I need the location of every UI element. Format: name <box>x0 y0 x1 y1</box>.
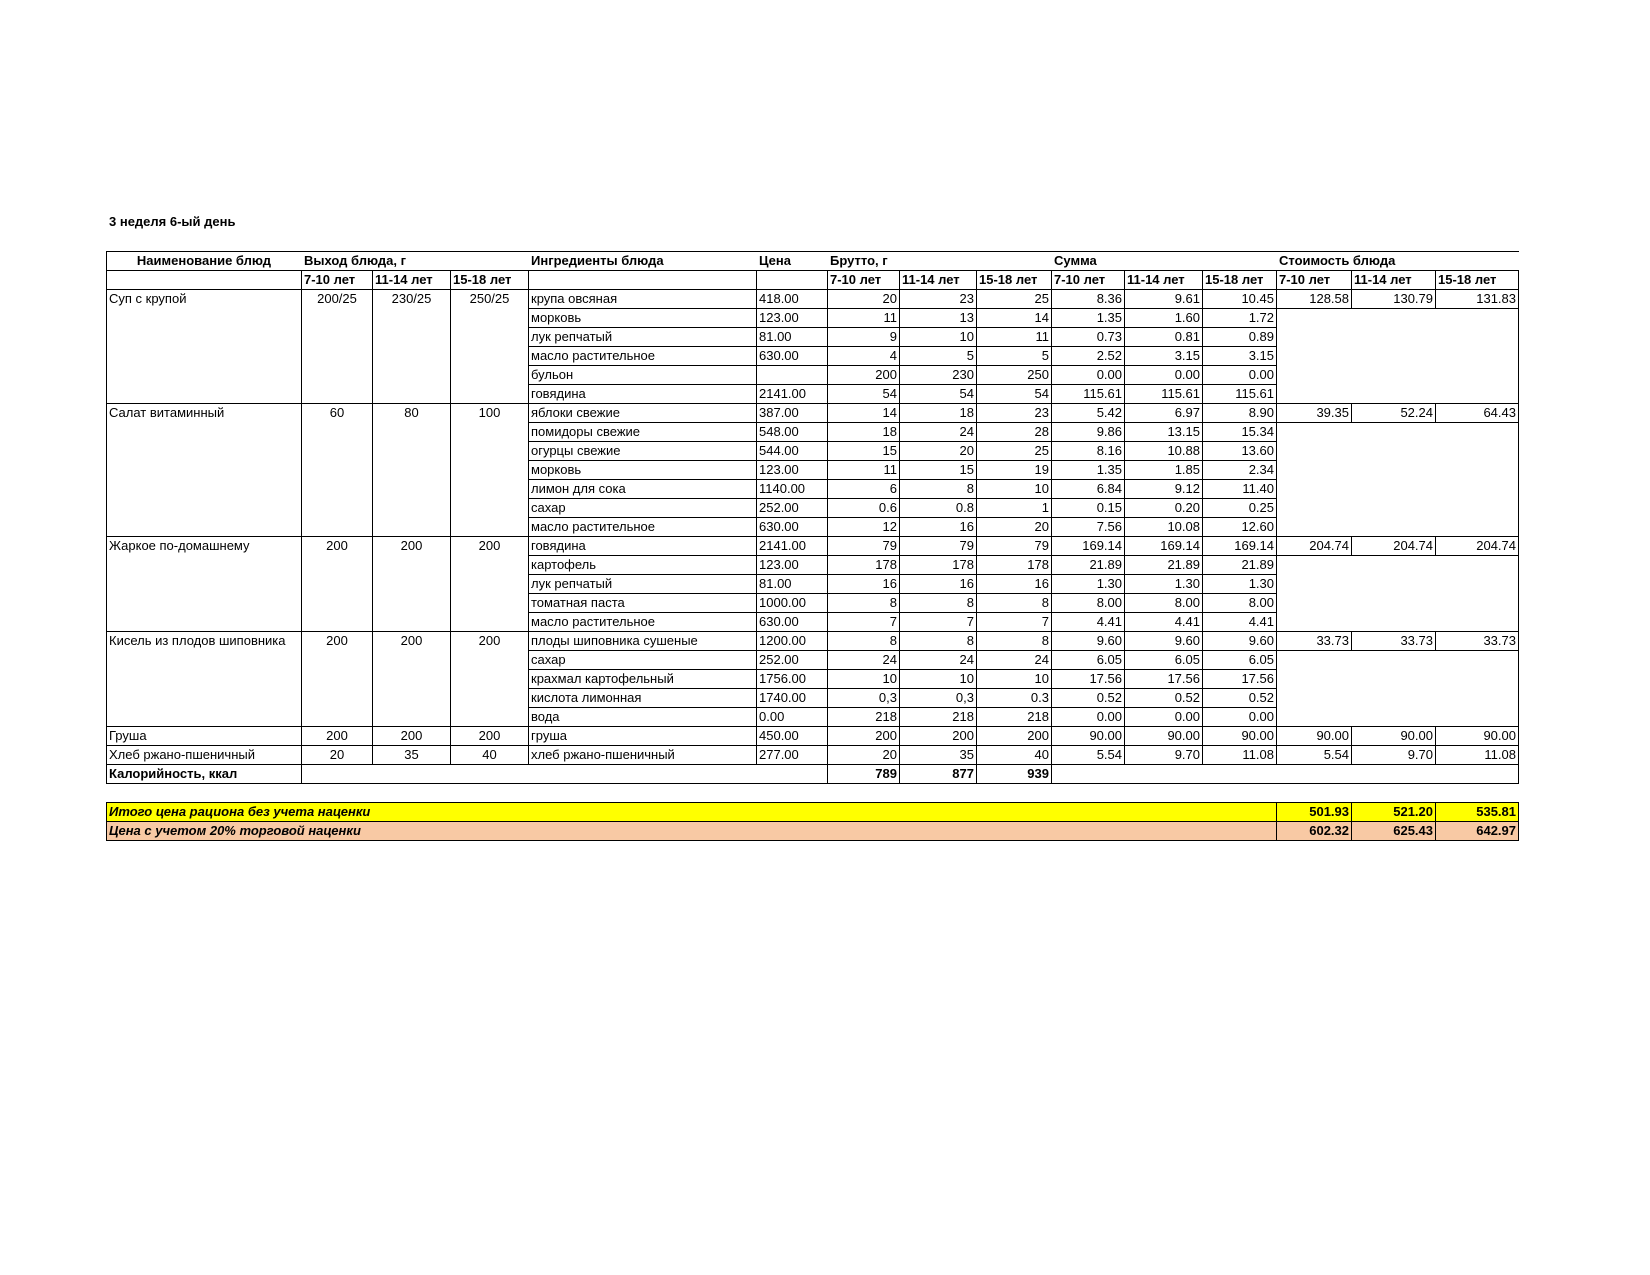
ingredient-sum: 0.25 <box>1203 499 1277 518</box>
ingredient-sum: 6.84 <box>1052 480 1125 499</box>
empty-cost-cell <box>1277 651 1519 727</box>
ingredient-price: 123.00 <box>757 309 828 328</box>
total-value: 602.32 <box>1277 822 1352 841</box>
ingredient-brutto: 8 <box>900 480 977 499</box>
ingredient-brutto: 10 <box>900 328 977 347</box>
ingredient-name: крахмал картофельный <box>529 670 757 689</box>
dish-name: Хлеб ржано-пшеничный <box>107 746 302 765</box>
dish-cost: 11.08 <box>1436 746 1519 765</box>
dish-cost: 33.73 <box>1436 632 1519 651</box>
dish-yield: 200/25 <box>302 290 373 404</box>
total-value: 501.93 <box>1277 803 1352 822</box>
age-header: 15-18 лет <box>451 271 529 290</box>
age-header: 15-18 лет <box>1436 271 1519 290</box>
ingredient-brutto: 20 <box>977 518 1052 537</box>
ingredient-name: морковь <box>529 461 757 480</box>
ingredient-sum: 1.85 <box>1125 461 1203 480</box>
header-row-1 <box>107 252 1519 271</box>
ingredient-brutto: 14 <box>977 309 1052 328</box>
total-value: 535.81 <box>1436 803 1519 822</box>
ingredient-brutto: 16 <box>977 575 1052 594</box>
ingredient-name: яблоки свежие <box>529 404 757 423</box>
ingredient-name: сахар <box>529 651 757 670</box>
ingredient-name: хлеб ржано-пшеничный <box>529 746 757 765</box>
ingredient-name: лук репчатый <box>529 575 757 594</box>
table-row <box>107 537 1519 556</box>
total-row <box>107 803 1519 822</box>
ingredient-sum: 2.34 <box>1203 461 1277 480</box>
ingredient-name: говядина <box>529 537 757 556</box>
ingredient-sum: 9.70 <box>1125 746 1203 765</box>
ingredient-brutto: 16 <box>900 575 977 594</box>
dish-yield: 200 <box>373 727 451 746</box>
age-header: 7-10 лет <box>1277 271 1352 290</box>
ingredient-brutto: 5 <box>900 347 977 366</box>
ingredient-name: плоды шиповника сушеные <box>529 632 757 651</box>
ingredient-sum: 0.52 <box>1125 689 1203 708</box>
ingredient-brutto: 8 <box>900 594 977 613</box>
ingredient-brutto: 16 <box>828 575 900 594</box>
dish-yield: 200 <box>451 727 529 746</box>
ingredient-price: 0.00 <box>757 708 828 727</box>
ingredient-brutto: 40 <box>977 746 1052 765</box>
ingredient-name: лук репчатый <box>529 328 757 347</box>
ingredient-name: кислота лимонная <box>529 689 757 708</box>
ingredient-sum: 8.90 <box>1203 404 1277 423</box>
ingredient-brutto: 11 <box>828 309 900 328</box>
total-value: 642.97 <box>1436 822 1519 841</box>
ingredient-brutto: 13 <box>900 309 977 328</box>
ingredient-sum: 1.35 <box>1052 309 1125 328</box>
ingredient-name: томатная паста <box>529 594 757 613</box>
ingredient-name: бульон <box>529 366 757 385</box>
ingredient-name: крупа овсяная <box>529 290 757 309</box>
ingredient-name: масло растительное <box>529 518 757 537</box>
ingredient-sum: 6.97 <box>1125 404 1203 423</box>
ingredient-brutto: 0.6 <box>828 499 900 518</box>
ingredient-sum: 5.42 <box>1052 404 1125 423</box>
ingredient-sum: 13.60 <box>1203 442 1277 461</box>
ingredient-brutto: 28 <box>977 423 1052 442</box>
age-header: 7-10 лет <box>302 271 373 290</box>
ingredient-brutto: 35 <box>900 746 977 765</box>
ingredient-sum: 0.52 <box>1203 689 1277 708</box>
age-header: 11-14 лет <box>1352 271 1436 290</box>
ingredient-brutto: 218 <box>828 708 900 727</box>
calories-row <box>107 765 1519 784</box>
dish-yield: 60 <box>302 404 373 537</box>
table-row <box>107 746 1519 765</box>
ingredient-sum: 0.52 <box>1052 689 1125 708</box>
ingredient-sum: 13.15 <box>1125 423 1203 442</box>
table-row <box>107 727 1519 746</box>
ingredient-price: 123.00 <box>757 556 828 575</box>
ingredient-price: 1140.00 <box>757 480 828 499</box>
ingredient-brutto: 11 <box>977 328 1052 347</box>
ingredient-name: огурцы свежие <box>529 442 757 461</box>
menu-table <box>106 251 1519 841</box>
ingredient-sum: 9.60 <box>1052 632 1125 651</box>
dish-name: Салат витаминный <box>107 404 302 537</box>
age-header: 15-18 лет <box>977 271 1052 290</box>
ingredient-brutto: 7 <box>900 613 977 632</box>
dish-cost: 5.54 <box>1277 746 1352 765</box>
ingredient-brutto: 0.3 <box>977 689 1052 708</box>
ingredient-brutto: 54 <box>977 385 1052 404</box>
ingredient-sum: 0.73 <box>1052 328 1125 347</box>
dish-cost: 33.73 <box>1352 632 1436 651</box>
ingredient-price: 630.00 <box>757 518 828 537</box>
ingredient-price: 544.00 <box>757 442 828 461</box>
ingredient-brutto: 7 <box>977 613 1052 632</box>
ingredient-brutto: 10 <box>900 670 977 689</box>
ingredient-sum: 9.12 <box>1125 480 1203 499</box>
header-brutto: Брутто, г <box>828 252 1052 271</box>
ingredient-brutto: 20 <box>828 746 900 765</box>
ingredient-price: 2141.00 <box>757 537 828 556</box>
header-row-2 <box>107 271 1519 290</box>
ingredient-brutto: 0,3 <box>900 689 977 708</box>
ingredient-price: 277.00 <box>757 746 828 765</box>
ingredient-name: груша <box>529 727 757 746</box>
ingredient-sum: 115.61 <box>1125 385 1203 404</box>
ingredient-sum: 3.15 <box>1203 347 1277 366</box>
ingredient-brutto: 0,3 <box>828 689 900 708</box>
table-row <box>107 404 1519 423</box>
ingredient-sum: 10.08 <box>1125 518 1203 537</box>
ingredient-brutto: 200 <box>828 366 900 385</box>
ingredient-price: 81.00 <box>757 575 828 594</box>
dish-cost: 90.00 <box>1277 727 1352 746</box>
ingredient-sum: 9.60 <box>1125 632 1203 651</box>
ingredient-sum: 0.00 <box>1203 366 1277 385</box>
calories-value: 877 <box>900 765 977 784</box>
header-sum: Сумма <box>1052 252 1277 271</box>
ingredient-name: картофель <box>529 556 757 575</box>
ingredient-sum: 6.05 <box>1203 651 1277 670</box>
ingredient-brutto: 0.8 <box>900 499 977 518</box>
ingredient-name: помидоры свежие <box>529 423 757 442</box>
ingredient-price: 252.00 <box>757 651 828 670</box>
ingredient-sum: 3.15 <box>1125 347 1203 366</box>
total-value: 521.20 <box>1352 803 1436 822</box>
dish-yield: 200 <box>451 537 529 632</box>
ingredient-brutto: 18 <box>900 404 977 423</box>
header-yield: Выход блюда, г <box>302 252 529 271</box>
ingredient-sum: 115.61 <box>1052 385 1125 404</box>
dish-name: Жаркое по-домашнему <box>107 537 302 632</box>
dish-yield: 250/25 <box>451 290 529 404</box>
ingredient-sum: 8.00 <box>1203 594 1277 613</box>
ingredient-sum: 0.20 <box>1125 499 1203 518</box>
ingredient-name: сахар <box>529 499 757 518</box>
dish-cost: 90.00 <box>1352 727 1436 746</box>
ingredient-brutto: 54 <box>828 385 900 404</box>
ingredient-brutto: 8 <box>977 632 1052 651</box>
dish-yield: 230/25 <box>373 290 451 404</box>
ingredient-sum: 0.15 <box>1052 499 1125 518</box>
ingredient-brutto: 178 <box>900 556 977 575</box>
ingredient-sum: 10.88 <box>1125 442 1203 461</box>
ingredient-brutto: 178 <box>828 556 900 575</box>
dish-yield: 200 <box>302 727 373 746</box>
ingredient-sum: 6.05 <box>1052 651 1125 670</box>
ingredient-sum: 1.30 <box>1052 575 1125 594</box>
ingredient-sum: 17.56 <box>1052 670 1125 689</box>
ingredient-brutto: 12 <box>828 518 900 537</box>
ingredient-brutto: 15 <box>828 442 900 461</box>
menu-body <box>107 290 1519 841</box>
header-ingredients: Ингредиенты блюда <box>529 252 757 271</box>
ingredient-brutto: 24 <box>828 651 900 670</box>
total-value: 625.43 <box>1352 822 1436 841</box>
ingredient-sum: 21.89 <box>1125 556 1203 575</box>
ingredient-brutto: 10 <box>828 670 900 689</box>
ingredient-brutto: 9 <box>828 328 900 347</box>
age-header: 11-14 лет <box>373 271 451 290</box>
ingredient-sum: 15.34 <box>1203 423 1277 442</box>
ingredient-sum: 17.56 <box>1203 670 1277 689</box>
ingredient-brutto: 8 <box>828 632 900 651</box>
ingredient-price: 548.00 <box>757 423 828 442</box>
dish-yield: 40 <box>451 746 529 765</box>
dish-name: Груша <box>107 727 302 746</box>
ingredient-brutto: 10 <box>977 480 1052 499</box>
ingredient-brutto: 218 <box>977 708 1052 727</box>
dish-yield: 80 <box>373 404 451 537</box>
dish-cost: 204.74 <box>1352 537 1436 556</box>
ingredient-brutto: 1 <box>977 499 1052 518</box>
empty-cost-cell <box>1277 423 1519 537</box>
dish-cost: 131.83 <box>1436 290 1519 309</box>
ingredient-sum: 9.61 <box>1125 290 1203 309</box>
age-header: 15-18 лет <box>1203 271 1277 290</box>
dish-cost: 130.79 <box>1352 290 1436 309</box>
dish-cost: 9.70 <box>1352 746 1436 765</box>
ingredient-sum: 4.41 <box>1125 613 1203 632</box>
ingredient-sum: 11.08 <box>1203 746 1277 765</box>
ingredient-price: 630.00 <box>757 613 828 632</box>
calories-value: 789 <box>828 765 900 784</box>
header-cost: Стоимость блюда <box>1277 252 1519 271</box>
dish-name: Кисель из плодов шиповника <box>107 632 302 727</box>
dish-cost: 90.00 <box>1436 727 1519 746</box>
ingredient-sum: 1.60 <box>1125 309 1203 328</box>
ingredient-sum: 4.41 <box>1052 613 1125 632</box>
ingredient-sum: 17.56 <box>1125 670 1203 689</box>
ingredient-brutto: 5 <box>977 347 1052 366</box>
ingredient-sum: 0.00 <box>1125 708 1203 727</box>
ingredient-sum: 0.00 <box>1125 366 1203 385</box>
ingredient-name: лимон для сока <box>529 480 757 499</box>
ingredient-price: 387.00 <box>757 404 828 423</box>
ingredient-brutto: 200 <box>900 727 977 746</box>
ingredient-name: масло растительное <box>529 347 757 366</box>
ingredient-price: 418.00 <box>757 290 828 309</box>
ingredient-sum: 2.52 <box>1052 347 1125 366</box>
ingredient-brutto: 14 <box>828 404 900 423</box>
calories-value: 939 <box>977 765 1052 784</box>
empty-cost-cell <box>1277 556 1519 632</box>
ingredient-brutto: 10 <box>977 670 1052 689</box>
dish-cost: 52.24 <box>1352 404 1436 423</box>
dish-yield: 35 <box>373 746 451 765</box>
ingredient-sum: 169.14 <box>1052 537 1125 556</box>
ingredient-brutto: 79 <box>828 537 900 556</box>
ingredient-brutto: 8 <box>977 594 1052 613</box>
ingredient-price: 1000.00 <box>757 594 828 613</box>
ingredient-sum: 169.14 <box>1125 537 1203 556</box>
ingredient-sum: 11.40 <box>1203 480 1277 499</box>
ingredient-price: 1756.00 <box>757 670 828 689</box>
age-header: 11-14 лет <box>900 271 977 290</box>
dish-name: Суп с крупой <box>107 290 302 404</box>
dish-cost: 204.74 <box>1436 537 1519 556</box>
ingredient-brutto: 25 <box>977 442 1052 461</box>
ingredient-brutto: 11 <box>828 461 900 480</box>
header-price: Цена <box>757 252 828 271</box>
ingredient-sum: 12.60 <box>1203 518 1277 537</box>
dish-yield: 200 <box>373 632 451 727</box>
dish-cost: 204.74 <box>1277 537 1352 556</box>
ingredient-sum: 8.00 <box>1052 594 1125 613</box>
ingredient-brutto: 7 <box>828 613 900 632</box>
ingredient-brutto: 24 <box>900 423 977 442</box>
dish-cost: 128.58 <box>1277 290 1352 309</box>
ingredient-sum: 6.05 <box>1125 651 1203 670</box>
ingredient-sum: 1.30 <box>1203 575 1277 594</box>
ingredient-sum: 0.89 <box>1203 328 1277 347</box>
ingredient-price: 1200.00 <box>757 632 828 651</box>
dish-cost: 64.43 <box>1436 404 1519 423</box>
age-header: 7-10 лет <box>828 271 900 290</box>
ingredient-price: 2141.00 <box>757 385 828 404</box>
ingredient-brutto: 20 <box>900 442 977 461</box>
ingredient-sum: 0.00 <box>1052 366 1125 385</box>
ingredient-brutto: 23 <box>977 404 1052 423</box>
ingredient-sum: 10.45 <box>1203 290 1277 309</box>
ingredient-brutto: 200 <box>977 727 1052 746</box>
ingredient-brutto: 25 <box>977 290 1052 309</box>
ingredient-brutto: 79 <box>977 537 1052 556</box>
ingredient-brutto: 6 <box>828 480 900 499</box>
total-label: Цена с учетом 20% торговой наценки <box>107 822 1277 841</box>
header-dish-name: Наименование блюд <box>107 252 302 271</box>
ingredient-brutto: 79 <box>900 537 977 556</box>
ingredient-sum: 9.60 <box>1203 632 1277 651</box>
ingredient-sum: 21.89 <box>1052 556 1125 575</box>
ingredient-brutto: 24 <box>900 651 977 670</box>
ingredient-sum: 9.86 <box>1052 423 1125 442</box>
ingredient-brutto: 230 <box>900 366 977 385</box>
dish-yield: 20 <box>302 746 373 765</box>
ingredient-sum: 1.30 <box>1125 575 1203 594</box>
ingredient-sum: 7.56 <box>1052 518 1125 537</box>
ingredient-sum: 8.00 <box>1125 594 1203 613</box>
ingredient-brutto: 8 <box>828 594 900 613</box>
ingredient-sum: 90.00 <box>1203 727 1277 746</box>
age-header: 7-10 лет <box>1052 271 1125 290</box>
ingredient-brutto: 18 <box>828 423 900 442</box>
ingredient-name: масло растительное <box>529 613 757 632</box>
ingredient-sum: 169.14 <box>1203 537 1277 556</box>
ingredient-sum: 1.72 <box>1203 309 1277 328</box>
ingredient-brutto: 8 <box>900 632 977 651</box>
ingredient-price: 630.00 <box>757 347 828 366</box>
ingredient-sum: 8.16 <box>1052 442 1125 461</box>
ingredient-price: 81.00 <box>757 328 828 347</box>
ingredient-brutto: 20 <box>828 290 900 309</box>
dish-yield: 200 <box>373 537 451 632</box>
ingredient-sum: 4.41 <box>1203 613 1277 632</box>
dish-cost: 39.35 <box>1277 404 1352 423</box>
dish-yield: 200 <box>302 632 373 727</box>
ingredient-brutto: 250 <box>977 366 1052 385</box>
ingredient-brutto: 54 <box>900 385 977 404</box>
ingredient-price: 1740.00 <box>757 689 828 708</box>
page-title: 3 неделя 6-ый день <box>109 214 236 229</box>
total-row <box>107 822 1519 841</box>
dish-yield: 200 <box>302 537 373 632</box>
ingredient-name: говядина <box>529 385 757 404</box>
total-label: Итого цена рациона без учета наценки <box>107 803 1277 822</box>
ingredient-brutto: 4 <box>828 347 900 366</box>
ingredient-sum: 0.00 <box>1203 708 1277 727</box>
ingredient-brutto: 23 <box>900 290 977 309</box>
dish-cost: 33.73 <box>1277 632 1352 651</box>
ingredient-brutto: 178 <box>977 556 1052 575</box>
age-header: 11-14 лет <box>1125 271 1203 290</box>
ingredient-price <box>757 366 828 385</box>
ingredient-brutto: 200 <box>828 727 900 746</box>
ingredient-sum: 0.00 <box>1052 708 1125 727</box>
table-row <box>107 290 1519 309</box>
ingredient-price: 123.00 <box>757 461 828 480</box>
ingredient-name: морковь <box>529 309 757 328</box>
dish-yield: 200 <box>451 632 529 727</box>
ingredient-brutto: 15 <box>900 461 977 480</box>
ingredient-brutto: 24 <box>977 651 1052 670</box>
ingredient-sum: 1.35 <box>1052 461 1125 480</box>
table-row <box>107 632 1519 651</box>
empty-cost-cell <box>1277 309 1519 404</box>
calories-label: Калорийность, ккал <box>107 765 302 784</box>
ingredient-sum: 8.36 <box>1052 290 1125 309</box>
ingredient-brutto: 16 <box>900 518 977 537</box>
ingredient-name: вода <box>529 708 757 727</box>
ingredient-sum: 90.00 <box>1052 727 1125 746</box>
ingredient-price: 450.00 <box>757 727 828 746</box>
ingredient-sum: 115.61 <box>1203 385 1277 404</box>
ingredient-brutto: 19 <box>977 461 1052 480</box>
ingredient-sum: 0.81 <box>1125 328 1203 347</box>
ingredient-sum: 5.54 <box>1052 746 1125 765</box>
ingredient-sum: 90.00 <box>1125 727 1203 746</box>
dish-yield: 100 <box>451 404 529 537</box>
ingredient-price: 252.00 <box>757 499 828 518</box>
ingredient-brutto: 218 <box>900 708 977 727</box>
ingredient-sum: 21.89 <box>1203 556 1277 575</box>
